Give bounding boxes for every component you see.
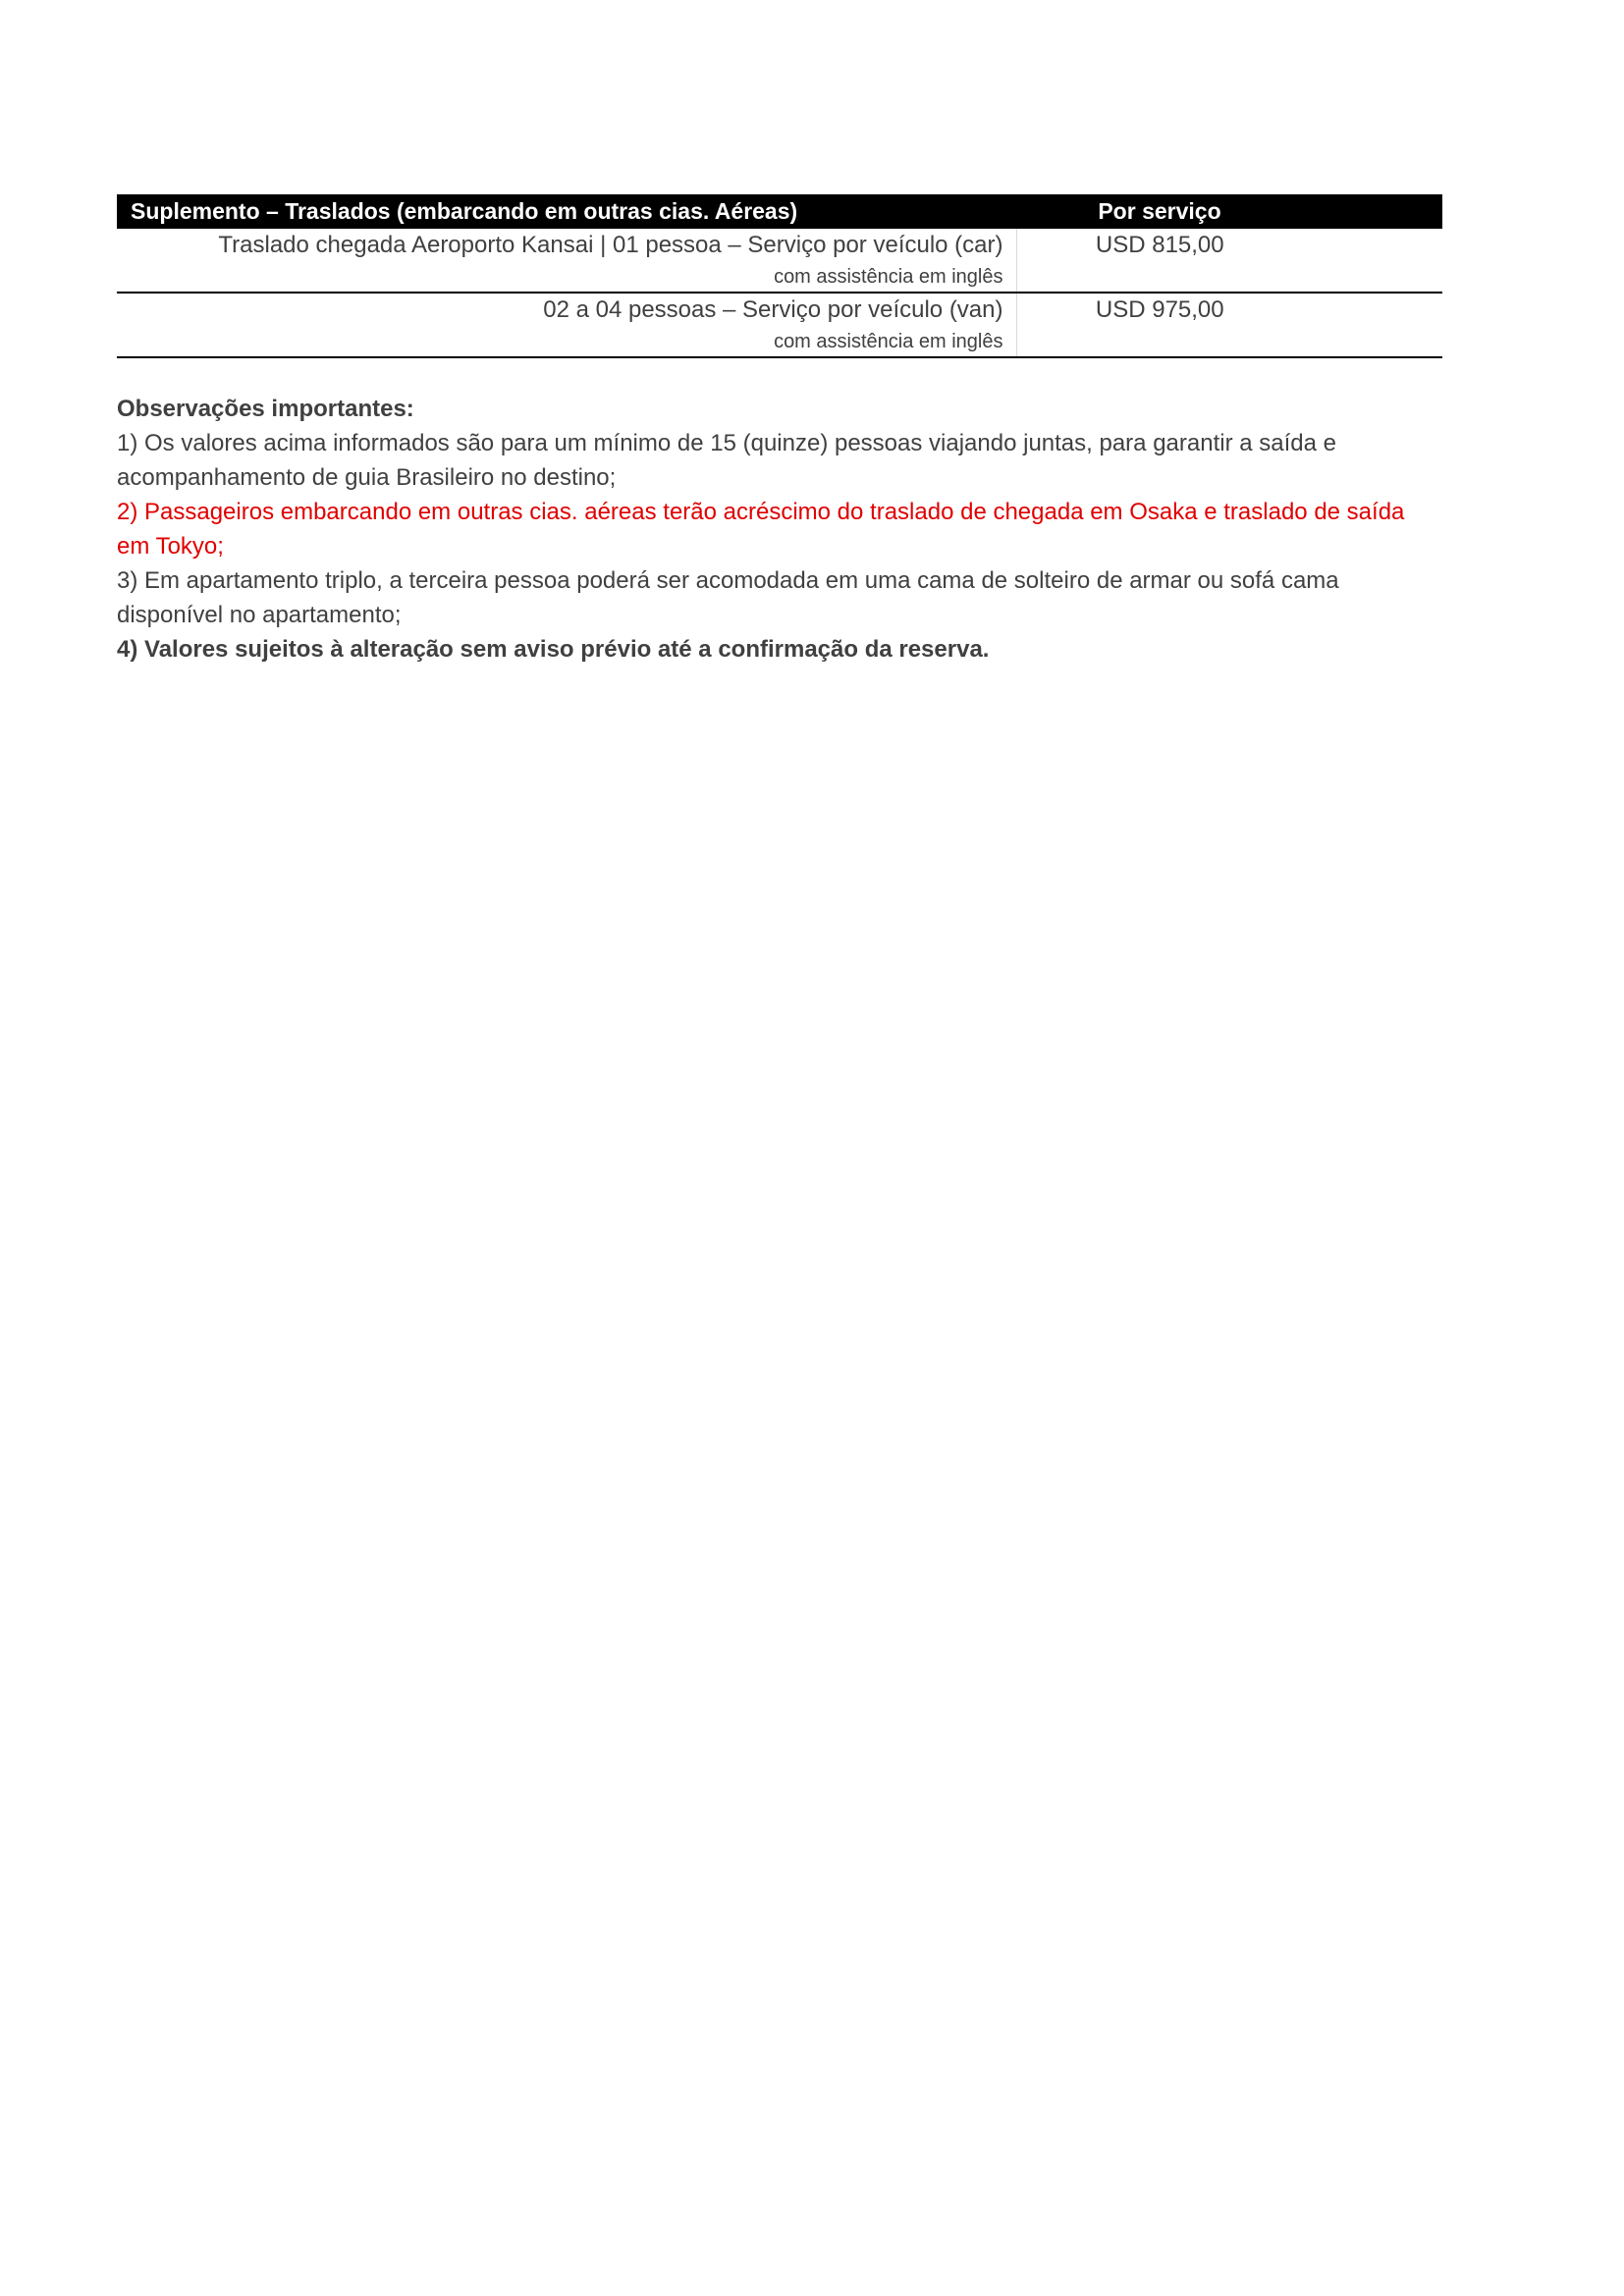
row-note: com assistência em inglês [774, 331, 1003, 352]
note-item-3: 3) Em apartamento triplo, a terceira pessoa poderá ser acomodada em uma cama de solteiro de armar ou sofá cama disponível no apartamento; [117, 567, 1339, 628]
supplement-table [117, 194, 1442, 358]
important-notes [117, 392, 1442, 667]
table-row [117, 229, 1442, 293]
note-item-1: 1) Os valores acima informados são para um mínimo de 15 (quinze) pessoas viajando juntas, para garantir a saída e acompanhamento de guia Brasileiro no destino; [117, 430, 1336, 491]
table-header-row [117, 194, 1442, 229]
note-item-4: 4) Valores sujeitos à alteração sem aviso prévio até a confirmação da reserva. [117, 636, 990, 663]
document-page [117, 194, 1442, 667]
header-price: Por serviço [1016, 194, 1442, 229]
table-row [117, 293, 1442, 357]
row-price-cell [1016, 229, 1442, 293]
row-description: 02 a 04 pessoas – Serviço por veículo (van) [543, 296, 1003, 323]
notes-title: Observações importantes: [117, 396, 414, 422]
row-price-cell [1016, 293, 1442, 357]
row-description-cell [117, 229, 1016, 293]
row-price: USD 815,00 [1095, 232, 1224, 258]
header-description: Suplemento – Traslados (embarcando em outras cias. Aéreas) [117, 194, 1016, 229]
note-item-2: 2) Passageiros embarcando em outras cias. aéreas terão acréscimo do traslado de chegada em Osaka e traslado de saída em Tokyo; [117, 499, 1405, 560]
row-note: com assistência em inglês [774, 266, 1003, 288]
row-description: Traslado chegada Aeroporto Kansai | 01 pessoa – Serviço por veículo (car) [218, 232, 1003, 258]
row-price: USD 975,00 [1095, 296, 1224, 323]
row-description-cell [117, 293, 1016, 357]
